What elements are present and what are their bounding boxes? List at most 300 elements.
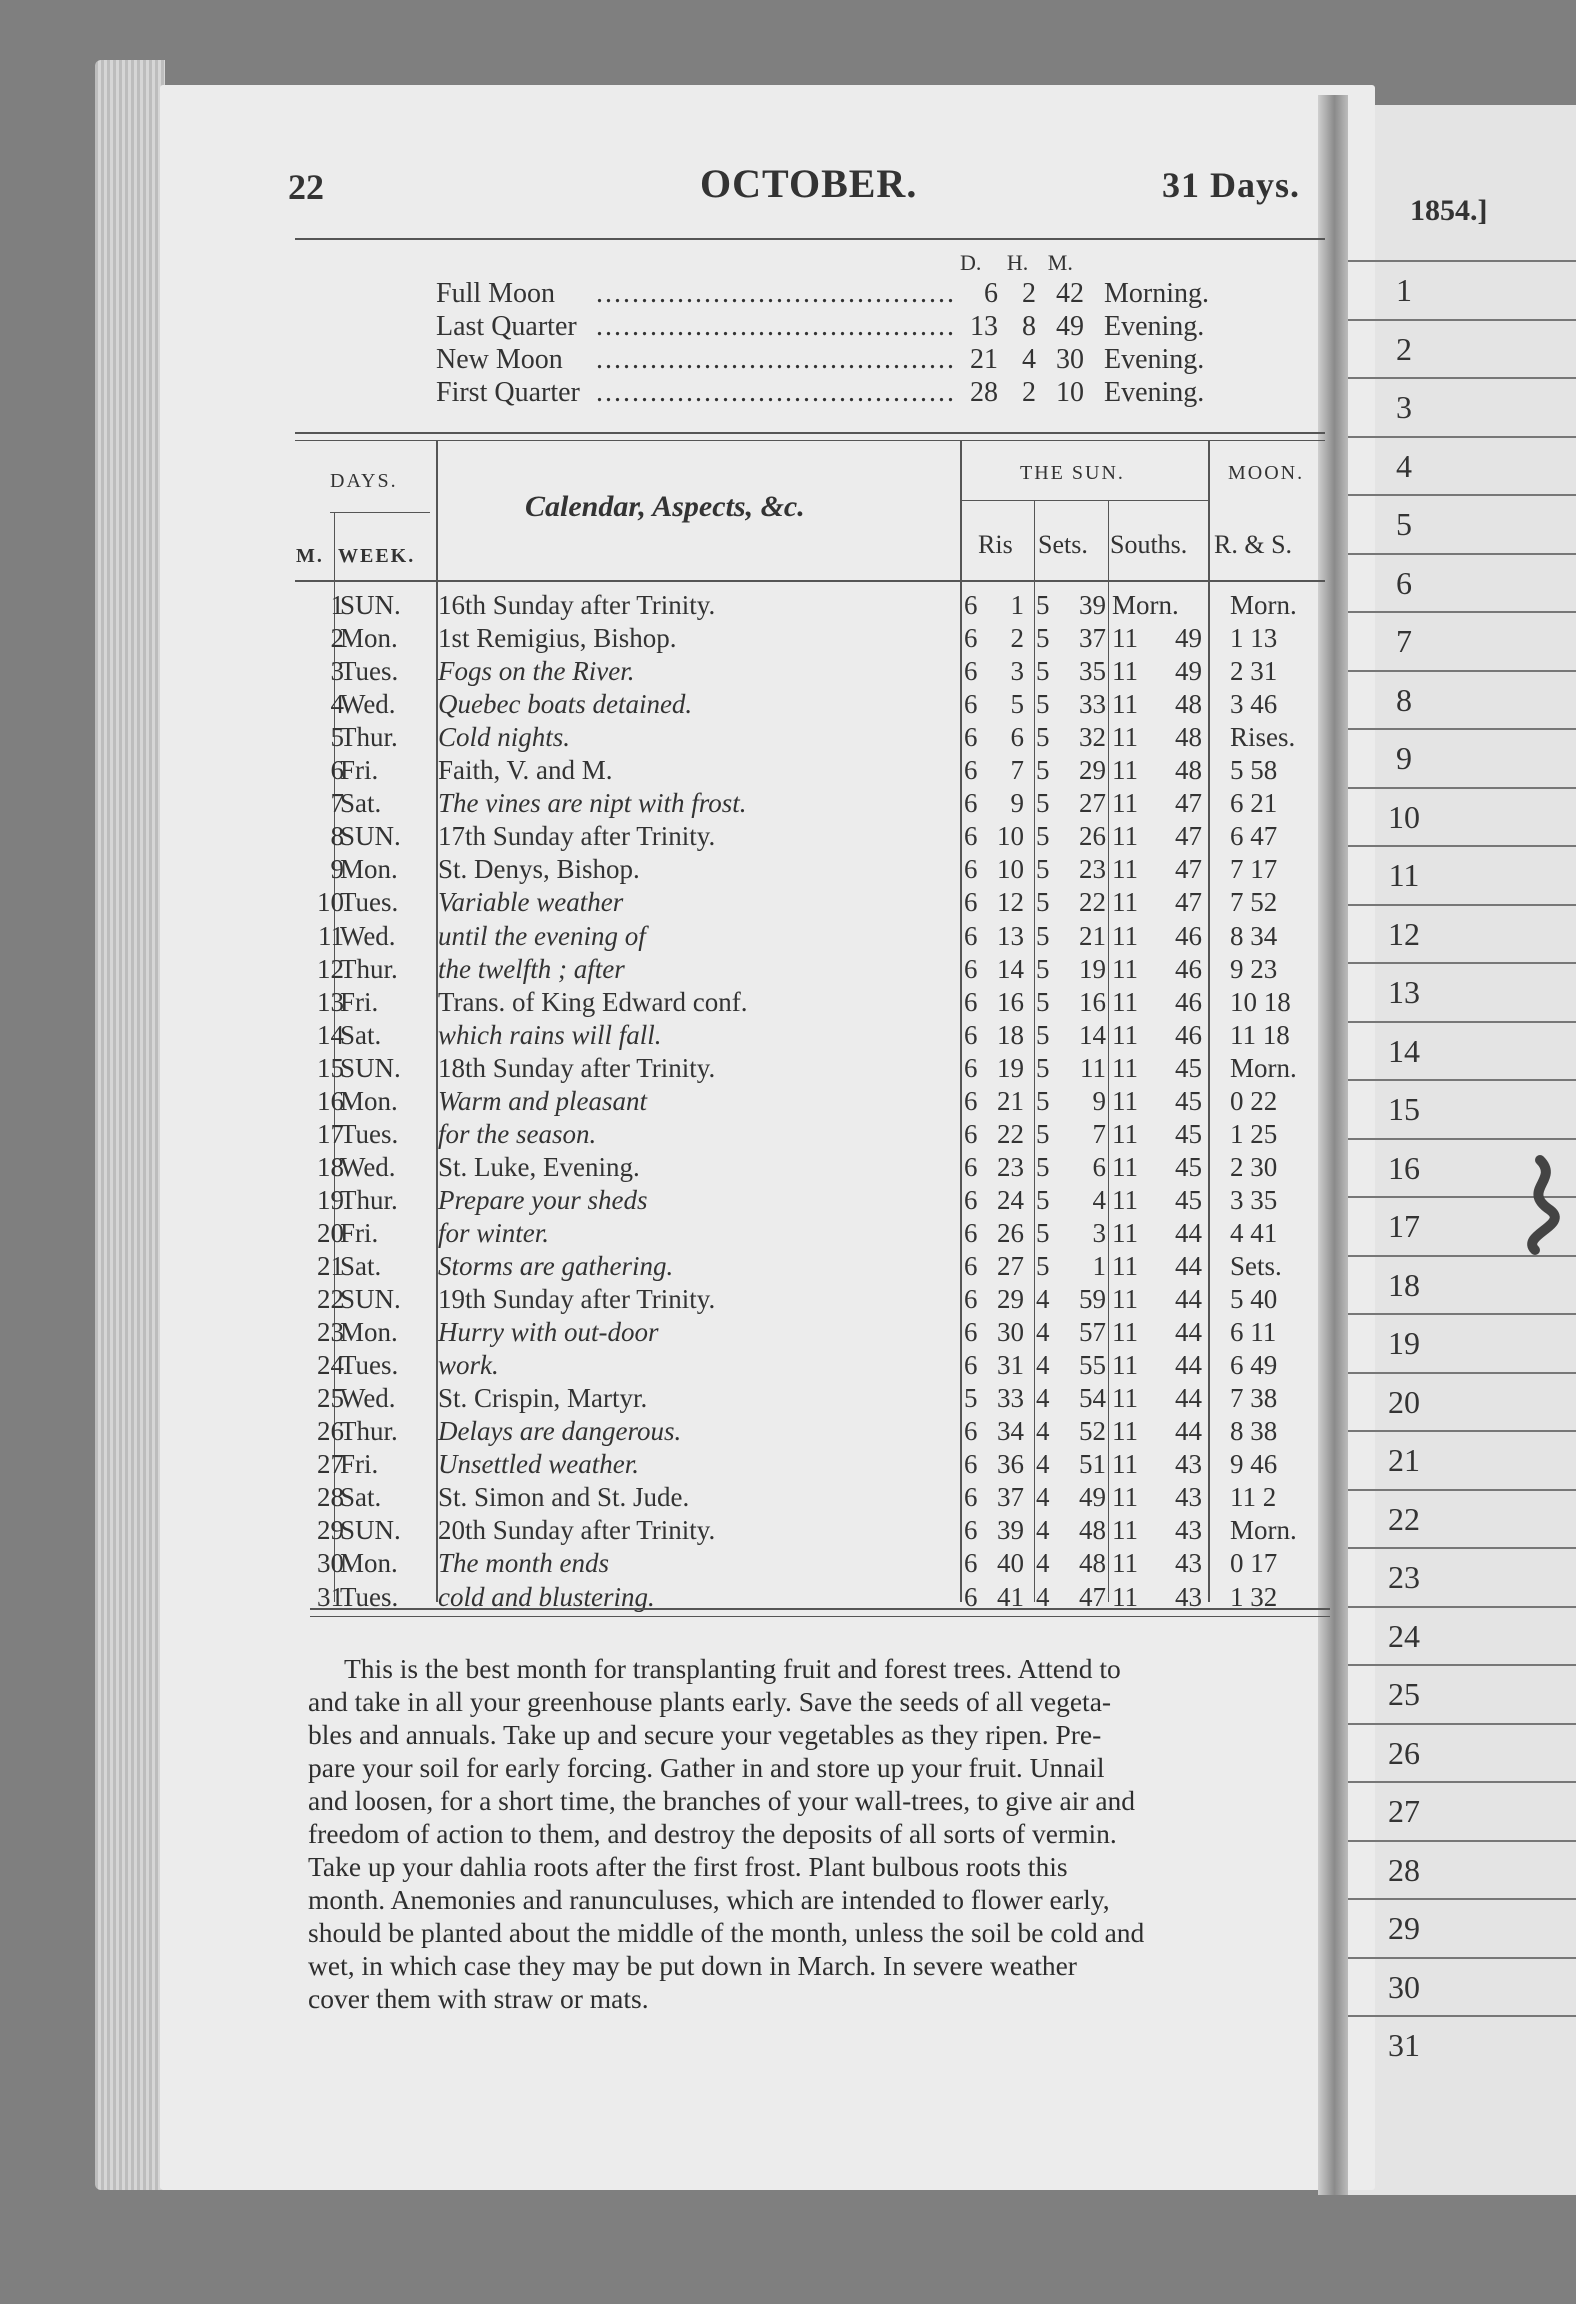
day-of-month: 11 xyxy=(318,920,344,951)
moon-rise-set: 8 34 xyxy=(1230,920,1278,951)
facing-page-rule xyxy=(1348,787,1576,789)
sun-sets-minute: 35 xyxy=(1079,656,1106,687)
sun-sets-minute: 48 xyxy=(1079,1548,1106,1579)
moon-rise-set: Rises. xyxy=(1230,722,1296,753)
table-row xyxy=(0,1383,1320,1416)
facing-page-rule xyxy=(1348,1664,1576,1666)
calendar-note: 17th Sunday after Trinity. xyxy=(438,821,716,852)
sun-souths-hour: 11 xyxy=(1112,1350,1138,1381)
sun-souths-minute: 47 xyxy=(1175,854,1202,885)
day-of-month: 26 xyxy=(317,1416,344,1447)
calendar-note: Unsettled weather. xyxy=(438,1449,639,1480)
moon-rise-set: 5 40 xyxy=(1230,1284,1278,1315)
table-row xyxy=(0,1053,1320,1086)
moon-rise-set: 10 18 xyxy=(1230,986,1291,1017)
sun-sets-minute: 54 xyxy=(1079,1383,1106,1414)
facing-page-rule xyxy=(1348,1021,1576,1023)
day-of-week: Mon. xyxy=(340,1085,398,1116)
facing-page-day-number: 23 xyxy=(1388,1559,1420,1595)
sun-souths-hour: 11 xyxy=(1112,1515,1138,1546)
header-bottom-rule xyxy=(295,580,1325,582)
sun-sets-minute: 22 xyxy=(1079,887,1106,918)
sun-sets-minute: 3 xyxy=(1092,1217,1106,1248)
header-week: WEEK. xyxy=(338,545,416,567)
sun-sets-minute: 19 xyxy=(1079,953,1106,984)
facing-page-day-number: 3 xyxy=(1396,389,1412,425)
sun-rises-minute: 23 xyxy=(997,1151,1024,1182)
table-row xyxy=(0,921,1320,954)
facing-page-rule xyxy=(1348,845,1576,847)
sun-souths-hour: 11 xyxy=(1112,1548,1138,1579)
days-count: 31 Days. xyxy=(1162,165,1301,205)
sun-rises-hour: 6 xyxy=(964,1118,978,1149)
facing-page-rule xyxy=(1348,728,1576,730)
facing-page-day-number: 30 xyxy=(1388,1968,1420,2005)
sun-rises-hour: 6 xyxy=(964,953,978,984)
facing-page-rule xyxy=(1348,670,1576,672)
page-number: 22 xyxy=(288,167,324,207)
facing-page-rule xyxy=(1348,1606,1576,1608)
sun-souths-hour: 11 xyxy=(1112,1251,1138,1281)
moon-rise-set: 1 25 xyxy=(1230,1118,1278,1149)
moon-phase-row xyxy=(436,311,1256,345)
sun-souths-hour: 11 xyxy=(1112,722,1138,753)
sun-sets-minute: 29 xyxy=(1079,755,1106,786)
sun-sets-hour: 5 xyxy=(1036,755,1050,786)
facing-page-rule xyxy=(1348,962,1576,964)
phase-hour: 4 xyxy=(1022,344,1036,375)
sun-rises-minute: 16 xyxy=(997,986,1024,1017)
day-of-week: Sat. xyxy=(340,1019,382,1050)
sun-sets-hour: 5 xyxy=(1036,689,1050,720)
phase-name: Last Quarter xyxy=(436,311,577,342)
facing-page-day-number: 4 xyxy=(1396,447,1412,484)
facing-page-day-number: 7 xyxy=(1396,623,1412,659)
phase-time-of-day: Evening. xyxy=(1104,344,1205,375)
day-of-week: Mon. xyxy=(340,1548,398,1579)
day-of-week: Tues. xyxy=(340,1581,399,1612)
sun-sets-hour: 4 xyxy=(1036,1515,1050,1546)
day-of-week: Fri. xyxy=(340,986,379,1017)
sun-souths-minute: 44 xyxy=(1175,1284,1202,1315)
sun-souths-minute: 46 xyxy=(1175,1019,1202,1050)
sun-sets-hour: 5 xyxy=(1036,623,1050,654)
day-of-week: Mon. xyxy=(340,854,398,885)
table-row xyxy=(0,1086,1320,1119)
moon-rise-set: 0 22 xyxy=(1230,1085,1278,1116)
day-of-month: 15 xyxy=(317,1052,344,1083)
sun-sets-minute: 57 xyxy=(1079,1317,1106,1348)
table-row xyxy=(0,590,1320,623)
moon-phase-row xyxy=(436,377,1256,411)
sun-rises-minute: 27 xyxy=(997,1251,1024,1281)
facing-page-rule xyxy=(1348,1723,1576,1725)
page-title: OCTOBER. xyxy=(700,161,918,206)
day-of-week: SUN. xyxy=(340,1052,401,1083)
sun-sets-minute: 9 xyxy=(1092,1085,1106,1116)
sun-rises-minute: 31 xyxy=(997,1350,1024,1381)
header-sets: Sets. xyxy=(1038,530,1088,559)
calendar-note: Delays are dangerous. xyxy=(438,1416,682,1447)
sun-sets-minute: 32 xyxy=(1079,722,1106,753)
facing-page-day-number: 28 xyxy=(1388,1851,1420,1888)
moon-rise-set: 6 21 xyxy=(1230,788,1278,819)
sun-souths-hour: 11 xyxy=(1112,1482,1138,1513)
sun-souths-hour: 11 xyxy=(1112,1184,1138,1215)
sun-sets-hour: 5 xyxy=(1036,854,1050,885)
table-row xyxy=(0,1185,1320,1218)
sun-rises-hour: 6 xyxy=(964,1217,978,1248)
sun-sets-minute: 4 xyxy=(1092,1184,1106,1215)
moon-rise-set: 1 32 xyxy=(1230,1581,1278,1612)
sun-souths-minute: 48 xyxy=(1175,722,1202,753)
moon-rise-set: 9 23 xyxy=(1230,953,1278,984)
calendar-note: 1st Remigius, Bishop. xyxy=(438,623,677,654)
calendar-note: until the evening of xyxy=(438,920,646,951)
sun-souths-hour: 11 xyxy=(1112,656,1138,687)
sun-rises-minute: 41 xyxy=(997,1581,1024,1612)
phase-time-of-day: Morning. xyxy=(1104,278,1209,309)
facing-page-rule xyxy=(1348,1138,1576,1140)
sun-souths-hour: 11 xyxy=(1112,1284,1138,1315)
moon-rise-set: 11 18 xyxy=(1230,1019,1290,1050)
sun-souths-hour: 11 xyxy=(1112,1085,1138,1116)
sun-souths-hour: 11 xyxy=(1112,1416,1138,1447)
sun-souths-hour: 11 xyxy=(1112,788,1138,819)
sun-rises-hour: 5 xyxy=(964,1383,978,1414)
table-bottom-rule-2 xyxy=(310,1616,1330,1617)
sun-souths-minute: 46 xyxy=(1175,953,1202,984)
facing-page-rule xyxy=(1348,1079,1576,1081)
calendar-note: Warm and pleasant xyxy=(438,1085,648,1116)
facing-page-rule xyxy=(1348,1898,1576,1900)
table-row xyxy=(0,656,1320,689)
table-row xyxy=(0,755,1320,788)
calendar-note: 18th Sunday after Trinity. xyxy=(438,1052,716,1083)
facing-page-day-number: 15 xyxy=(1388,1091,1420,1127)
facing-page-rule xyxy=(1348,1372,1576,1374)
sun-sets-minute: 7 xyxy=(1092,1118,1106,1149)
moon-rise-set: 2 30 xyxy=(1230,1151,1278,1182)
advice-line: Take up your dahlia roots after the first frost. Plant bulbous roots this xyxy=(308,1851,1068,1882)
day-of-week: Tues. xyxy=(340,1350,399,1381)
sun-sets-hour: 5 xyxy=(1036,1251,1050,1281)
calendar-note: St. Simon and St. Jude. xyxy=(438,1482,690,1513)
sun-sets-hour: 5 xyxy=(1036,887,1050,918)
sun-sets-hour: 5 xyxy=(1036,590,1050,620)
day-of-month: 1 xyxy=(330,590,344,620)
sun-rises-hour: 6 xyxy=(964,1052,978,1083)
day-of-week: Sat. xyxy=(340,788,382,819)
sun-sets-hour: 5 xyxy=(1036,722,1050,753)
phase-heading-m: M. xyxy=(1047,250,1073,275)
sun-rises-hour: 6 xyxy=(964,1581,978,1612)
sun-rises-minute: 1 xyxy=(1010,590,1024,620)
sun-sets-minute: 6 xyxy=(1092,1151,1106,1182)
sun-rises-hour: 6 xyxy=(964,590,978,620)
sun-sets-hour: 5 xyxy=(1036,1019,1050,1050)
phase-name: Full Moon xyxy=(436,278,556,309)
sun-souths-hour: 11 xyxy=(1112,1052,1138,1083)
days-sub-rule xyxy=(330,512,430,513)
calendar-note: the twelfth ; after xyxy=(438,953,625,984)
day-of-month: 29 xyxy=(317,1515,344,1546)
phases-rule-2 xyxy=(295,440,1325,441)
sun-rises-hour: 6 xyxy=(964,920,978,951)
phase-minute: 10 xyxy=(1056,377,1084,408)
sun-rises-hour: 6 xyxy=(964,1548,978,1579)
calendar-note: for the season. xyxy=(438,1118,597,1149)
moon-rise-set: 7 52 xyxy=(1230,887,1278,918)
header-days: DAYS. xyxy=(330,470,398,492)
moon-rise-set: 7 38 xyxy=(1230,1383,1278,1414)
sun-sets-minute: 48 xyxy=(1079,1515,1106,1546)
advice-line: freedom of action to them, and destroy the deposits of all sorts of vermin. xyxy=(308,1818,1117,1849)
calendar-note: Prepare your sheds xyxy=(438,1184,648,1215)
sun-souths-hour: 11 xyxy=(1112,920,1138,951)
sun-rises-hour: 6 xyxy=(964,1482,978,1513)
leader-dots: ........................................ xyxy=(596,311,956,342)
sun-sets-hour: 5 xyxy=(1036,1085,1050,1116)
day-of-month: 19 xyxy=(317,1184,344,1215)
table-row xyxy=(0,1218,1320,1251)
day-of-week: Wed. xyxy=(340,1383,396,1414)
calendar-note: 16th Sunday after Trinity. xyxy=(438,590,716,620)
sun-sets-hour: 4 xyxy=(1036,1350,1050,1381)
sun-rises-minute: 24 xyxy=(997,1184,1024,1215)
calendar-note: Quebec boats detained. xyxy=(438,689,693,720)
day-of-month: 2 xyxy=(330,623,344,654)
sun-rises-hour: 6 xyxy=(964,1449,978,1480)
gardening-advice-text xyxy=(308,1652,1328,2015)
facing-page-rule xyxy=(1348,1430,1576,1432)
phase-hour: 2 xyxy=(1022,377,1036,408)
calendar-note: St. Crispin, Martyr. xyxy=(438,1383,648,1414)
sun-souths-minute: 47 xyxy=(1175,788,1202,819)
header-rule xyxy=(295,238,1325,240)
sun-rises-hour: 6 xyxy=(964,656,978,687)
sun-sets-hour: 5 xyxy=(1036,821,1050,852)
sun-rises-minute: 29 xyxy=(997,1284,1024,1315)
phase-time-of-day: Evening. xyxy=(1104,311,1205,342)
phase-name: First Quarter xyxy=(436,377,580,408)
moon-phase-row xyxy=(436,344,1256,378)
day-of-week: Thur. xyxy=(340,1184,398,1215)
phase-time-of-day: Evening. xyxy=(1104,377,1205,408)
sun-souths-minute: 44 xyxy=(1175,1416,1202,1447)
sun-souths-hour: 11 xyxy=(1112,854,1138,885)
sun-souths-hour: 11 xyxy=(1112,1383,1138,1414)
sun-sets-minute: 37 xyxy=(1079,623,1106,654)
sun-sets-minute: 33 xyxy=(1079,689,1106,720)
sun-rises-minute: 9 xyxy=(1010,788,1024,819)
facing-page-rule xyxy=(1348,1781,1576,1783)
sun-souths-minute: 46 xyxy=(1175,986,1202,1017)
table-row xyxy=(0,722,1320,755)
moon-rise-set: 3 46 xyxy=(1230,689,1278,720)
sun-sets-hour: 4 xyxy=(1036,1548,1050,1579)
sun-rises-minute: 30 xyxy=(997,1317,1024,1348)
day-of-month: 23 xyxy=(317,1317,344,1348)
sun-souths-minute: 44 xyxy=(1175,1317,1202,1348)
day-of-month: 25 xyxy=(317,1383,344,1414)
sun-rises-minute: 13 xyxy=(997,920,1024,951)
moon-phase-row xyxy=(436,278,1256,312)
sun-rises-hour: 6 xyxy=(964,887,978,918)
sun-sets-minute: 47 xyxy=(1079,1581,1106,1612)
moon-rise-set: 9 46 xyxy=(1230,1449,1278,1480)
table-row xyxy=(0,788,1320,821)
sun-rises-minute: 21 xyxy=(997,1085,1024,1116)
table-row xyxy=(0,954,1320,987)
sun-souths-hour: 11 xyxy=(1112,1217,1138,1248)
calendar-note: 19th Sunday after Trinity. xyxy=(438,1284,716,1315)
sun-rises-hour: 6 xyxy=(964,755,978,786)
facing-page-day-number: 22 xyxy=(1388,1500,1420,1537)
facing-page-header: 1854.] xyxy=(1410,194,1488,227)
sun-sets-minute: 21 xyxy=(1079,920,1106,951)
moon-rise-set: 5 58 xyxy=(1230,755,1278,786)
sun-rises-minute: 37 xyxy=(997,1482,1024,1513)
sun-sets-hour: 5 xyxy=(1036,1052,1050,1083)
day-of-month: 3 xyxy=(330,656,344,687)
sun-souths-minute: 47 xyxy=(1175,887,1202,918)
day-of-week: Wed. xyxy=(340,689,396,720)
sun-souths-minute: 49 xyxy=(1175,656,1202,687)
sun-souths-minute: 49 xyxy=(1175,623,1202,654)
moon-rise-set: 7 17 xyxy=(1230,854,1278,885)
day-of-week: SUN. xyxy=(340,1284,401,1315)
day-of-week: Wed. xyxy=(340,920,396,951)
sun-souths-minute: 44 xyxy=(1175,1251,1202,1281)
facing-page-day-number: 17 xyxy=(1388,1208,1420,1244)
facing-page-rule xyxy=(1348,319,1576,321)
sun-sets-minute: 1 xyxy=(1092,1251,1106,1281)
sun-sets-hour: 5 xyxy=(1036,788,1050,819)
phase-name: New Moon xyxy=(436,344,563,375)
day-of-week: Fri. xyxy=(340,755,379,786)
advice-line: pare your soil for early forcing. Gather in and store up your fruit. Unnail xyxy=(308,1752,1105,1783)
phase-heading-d: D. xyxy=(960,250,982,275)
moon-rise-set: 2 31 xyxy=(1230,656,1278,687)
day-of-week: SUN. xyxy=(340,821,401,852)
table-row xyxy=(0,821,1320,854)
leader-dots: ........................................ xyxy=(596,344,956,375)
calendar-note: Faith, V. and M. xyxy=(438,755,613,786)
facing-page-rule xyxy=(1348,436,1576,438)
calendar-note: Trans. of King Edward conf. xyxy=(438,986,748,1017)
day-of-month: 21 xyxy=(317,1251,344,1281)
facing-page-day-number: 25 xyxy=(1388,1676,1420,1712)
day-of-week: SUN. xyxy=(340,590,401,620)
table-row xyxy=(0,1119,1320,1152)
advice-line: should be planted about the middle of the month, unless the soil be cold and xyxy=(308,1917,1145,1948)
moon-rise-set: 1 13 xyxy=(1230,623,1278,654)
phase-day: 21 xyxy=(970,344,998,375)
day-of-month: 4 xyxy=(330,689,344,720)
calendar-note: Variable weather xyxy=(438,887,624,918)
facing-page-day-number: 6 xyxy=(1396,564,1412,601)
day-of-month: 18 xyxy=(317,1151,344,1182)
sun-sets-minute: 51 xyxy=(1079,1449,1106,1480)
sun-rises-minute: 34 xyxy=(997,1416,1024,1447)
sun-souths-hour: 11 xyxy=(1112,1019,1138,1050)
moon-rise-set: Morn. xyxy=(1230,590,1297,620)
calendar-note: Cold nights. xyxy=(438,722,571,753)
day-of-week: Thur. xyxy=(340,1416,398,1447)
phase-day: 28 xyxy=(970,377,998,408)
header-the-sun: THE SUN. xyxy=(1020,462,1125,484)
sun-sets-hour: 5 xyxy=(1036,953,1050,984)
day-of-week: SUN. xyxy=(340,1515,401,1546)
sun-sub-rule xyxy=(962,500,1208,501)
facing-page-day-number: 21 xyxy=(1388,1442,1420,1478)
sun-sets-minute: 59 xyxy=(1079,1284,1106,1315)
calendar-note: Hurry with out-door xyxy=(438,1317,659,1348)
day-of-month: 14 xyxy=(317,1019,344,1050)
sun-rises-hour: 6 xyxy=(964,1151,978,1182)
header-moon-rs: R. & S. xyxy=(1214,530,1293,559)
sun-rises-minute: 7 xyxy=(1010,755,1024,786)
sun-rises-hour: 6 xyxy=(964,1350,978,1381)
calendar-note: which rains will fall. xyxy=(438,1019,662,1050)
facing-page-day-number: 20 xyxy=(1388,1383,1420,1420)
sun-rises-hour: 6 xyxy=(964,1416,978,1447)
moon-rise-set: 11 2 xyxy=(1230,1482,1277,1513)
sun-souths-hour: 11 xyxy=(1112,1118,1138,1149)
header-rises: Ris xyxy=(978,530,1013,559)
sun-rises-minute: 39 xyxy=(997,1515,1024,1546)
sun-sets-minute: 49 xyxy=(1079,1482,1106,1513)
sun-sets-hour: 4 xyxy=(1036,1383,1050,1414)
sun-sets-minute: 39 xyxy=(1079,590,1106,620)
sun-sets-minute: 14 xyxy=(1079,1019,1106,1050)
sun-souths-minute: 44 xyxy=(1175,1217,1202,1248)
facing-page-day-number: 19 xyxy=(1388,1325,1420,1361)
day-of-month: 9 xyxy=(330,854,344,885)
calendar-note: St. Denys, Bishop. xyxy=(438,854,640,885)
sun-rises-hour: 6 xyxy=(964,623,978,654)
facing-page-day-number: 2 xyxy=(1396,330,1412,367)
sun-sets-hour: 5 xyxy=(1036,1118,1050,1149)
sun-sets-hour: 5 xyxy=(1036,986,1050,1017)
facing-page-rule xyxy=(1348,2015,1576,2017)
day-of-month: 31 xyxy=(317,1581,344,1612)
advice-line: This is the best month for transplanting fruit and forest trees. Attend to xyxy=(344,1653,1121,1684)
facing-page-rule xyxy=(1348,1489,1576,1491)
sun-souths-minute: 43 xyxy=(1175,1449,1202,1480)
phase-headings xyxy=(960,250,1073,276)
leader-dots: ........................................ xyxy=(596,377,956,408)
sun-rises-hour: 6 xyxy=(964,1284,978,1315)
table-row xyxy=(0,1548,1320,1581)
sun-souths-minute: 45 xyxy=(1175,1184,1202,1215)
table-row xyxy=(0,1515,1320,1548)
sun-rises-minute: 18 xyxy=(997,1019,1024,1050)
sun-rises-hour: 6 xyxy=(964,821,978,852)
sun-rises-hour: 6 xyxy=(964,1184,978,1215)
day-of-month: 6 xyxy=(330,755,344,786)
day-of-month: 5 xyxy=(330,722,344,753)
facing-page-rule xyxy=(1348,553,1576,555)
facing-page-day-number: 26 xyxy=(1388,1734,1420,1771)
sun-souths-minute: 46 xyxy=(1175,920,1202,951)
sun-souths-hour: 11 xyxy=(1112,821,1138,852)
sun-sets-minute: 23 xyxy=(1079,854,1106,885)
day-of-month: 17 xyxy=(317,1118,344,1149)
calendar-note: St. Luke, Evening. xyxy=(438,1151,640,1182)
table-row xyxy=(0,1251,1320,1284)
